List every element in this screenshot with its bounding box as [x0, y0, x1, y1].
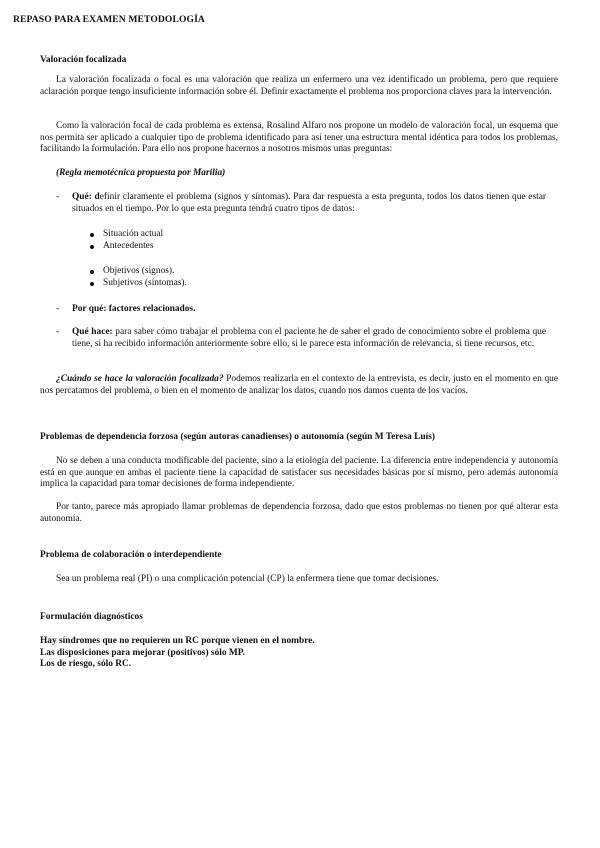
paragraph-colaboracion: Sea un problema real (PI) o una complicación potencial (CP) la enfermera tiene que tomar decisiones.	[56, 574, 439, 584]
question-que-text: efinir claramente el problema (signos y síntomas). Para dar respuesta a esta pregunta, todos los datos tienen que estar situados en el tiempo. Por lo que esta pregunta tendrá cuatro tipos de datos:	[72, 192, 546, 214]
list-item: Antecedentes	[90, 241, 163, 253]
formulacion-lines	[40, 636, 558, 671]
question-que-hace-label: Qué hace:	[72, 327, 113, 337]
paragraph-cuando	[40, 374, 558, 397]
formulacion-line: Hay síndromes que no requieren un RC porque vienen en el nombre.	[40, 636, 315, 646]
list-item: Situación actual	[90, 229, 163, 241]
list-item: Subjetivos (síntomas).	[90, 278, 187, 290]
dash-marker: -	[56, 192, 60, 202]
question-que-hace-text: para saber cómo trabajar el problema con el paciente he de saber el grado de conocimiento sobre el problema que tiene, si ha recibido información anteriormente sobre ello, si le parece esta información de relevancia, si tiene recursos, etc.	[72, 327, 546, 349]
question-que-hace	[56, 327, 546, 350]
paragraph-dependencia-1: No se deben a una conducta modificable del paciente, sino a la etiología del paciente. La diferencia entre independencia y autonomía está en que aunque en ambas el paciente tiene la capacidad de satisfacer sus necesidades básicas por sí mismo, pero además autonomía implica la capacidad para tomar decisiones de forma independiente.	[40, 456, 558, 490]
question-por-que-label: Por qué: factores relacionados.	[72, 304, 196, 314]
paragraph-valoracion-2: Como la valoración focal de cada problema es extensa, Rosalind Alfaro nos propone un modelo de valoración focal, un esquema que nos permita ser aplicado a cualquier tipo de problema identificado para así tener una estructura mental idéntica para todos los problemas, facilitando la formulación. Para ello nos propone hacernos a nosotros mismos unas preguntas:	[40, 121, 558, 155]
data-types-list-2	[90, 266, 187, 289]
document-title: REPASO PARA EXAMEN METODOLOGÍA	[13, 14, 205, 25]
formulacion-line: Las disposiciones para mejorar (positivos) sólo MP.	[40, 647, 245, 658]
question-que-label: Qué: d	[72, 192, 100, 202]
dash-marker: -	[56, 304, 60, 314]
question-por-que	[56, 304, 546, 316]
mnemonic-rule: (Regla memotécnica propuesta por Marilia)	[56, 168, 226, 178]
section-heading-colaboracion: Problema de colaboración o interdependiente	[40, 550, 222, 560]
cuando-question: ¿Cuándo se hace la valoración focalizada?	[56, 374, 224, 384]
paragraph-dependencia-2: Por tanto, parece más apropiado llamar problemas de dependencia forzosa, dado que estos problemas no tienen por qué alterar esta autonomía.	[40, 502, 558, 524]
section-heading-valoracion: Valoración focalizada	[40, 55, 127, 65]
cuando-answer: Podemos realizarla en el contexto de la entrevista, es decir, justo en el momento en que nos percatamos del problema, o bien en el momento de analizar los datos, cuando nos damos cuenta de los vacíos.	[40, 374, 558, 396]
formulacion-line: Los de riesgo, sólo RC.	[40, 659, 132, 670]
dash-marker: -	[56, 327, 60, 337]
data-types-list-1	[90, 229, 163, 252]
section-heading-formulacion: Formulación diagnósticos	[40, 612, 143, 622]
section-heading-dependencia: Problemas de dependencia forzosa (según autoras canadienses) o autonomía (según M Teresa Luís)	[40, 432, 435, 442]
question-que	[56, 192, 546, 215]
paragraph-valoracion-1: La valoración focalizada o focal es una valoración que realiza un enfermero una vez identificado un problema, pero que requiere aclaración porque tengo insuficiente información sobre él. Definir exactamente el problema nos proporciona claves para la intervención.	[40, 75, 558, 97]
list-item: Objetivos (signos).	[90, 266, 187, 278]
